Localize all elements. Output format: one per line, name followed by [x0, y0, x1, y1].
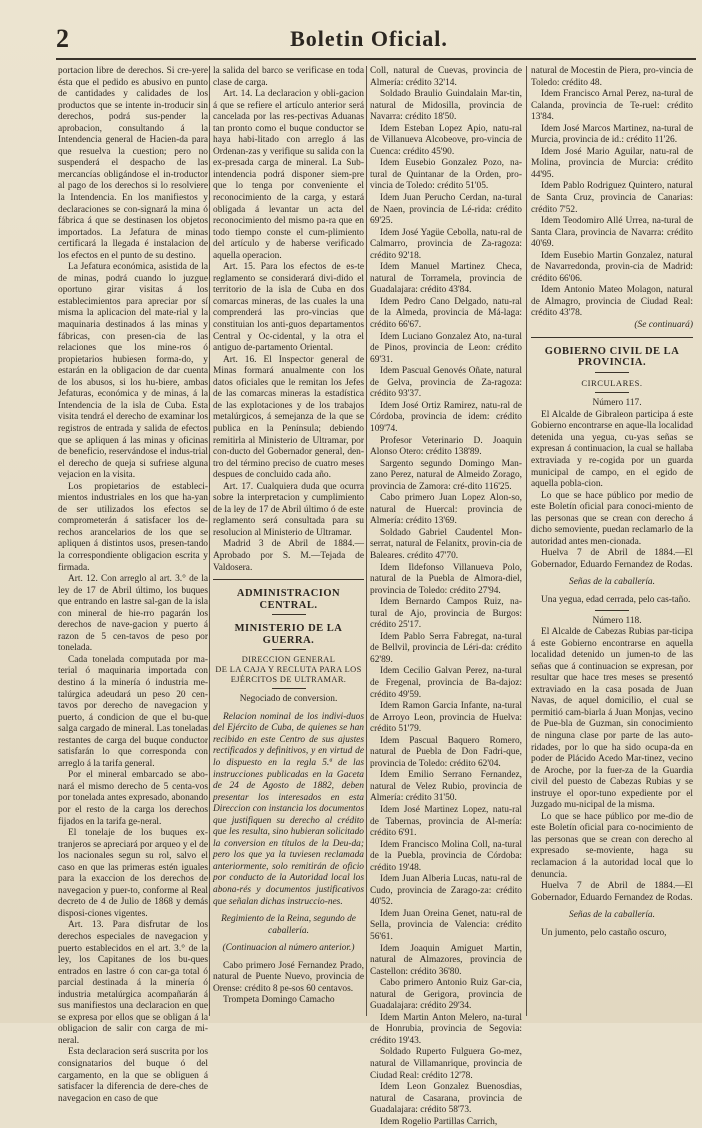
list-item: Cabo primero Juan Lopez Alon-so, natural de Huercal: provincia de Almería: crédito 13'69. [370, 493, 522, 527]
column-divider [366, 66, 367, 1016]
divider [595, 392, 629, 393]
list-item: Idem Juan Perucho Cerdan, na-tural de Naen, provincia de Lé-rida: crédito 69'25. [370, 193, 522, 227]
page-number: 2 [56, 24, 70, 53]
direccion-heading: DIRECCION GENERAL [241, 655, 336, 665]
list-item: Idem Leon Gonzalez Buenosdias, natural de Casarana, provincia de Guadalajara: crédito 58'73. [370, 1082, 522, 1116]
list-item: Idem Emilio Serrano Fernandez, natural de Velez Rubio, provincia de Almería: crédito 31'50. [370, 770, 522, 804]
column-divider [526, 66, 527, 1016]
list-item: Idem Esteban Lopez Apio, natu-ral de Villanueva Alcobeove, pro-vincia de Cuenca: crédito 45'90. [370, 123, 522, 157]
signature: Huelva 7 de Abril de 1884.—El Gobernador, Eduardo Fernandez de Rodas. [531, 881, 693, 903]
section-title-administracion: ADMINISTRACION CENTRAL. [236, 588, 341, 611]
list-item: Idem Juan Oreina Genet, natu-ral de Sella, provincia de Valencia: crédito 56'61. [370, 908, 522, 943]
divider [595, 372, 629, 373]
section-rule [531, 337, 693, 338]
publication-title: Boletin Oficial. [290, 26, 448, 51]
list-item: Idem Eusebio Martin Gonzalez, natural de Navarredonda, provin-cia de Madrid: crédito 66'06. [531, 250, 693, 284]
divider [272, 688, 306, 689]
paragraph: Art. 13. Para disfrutar de los derechos especiales de navegacion y puerto establecidos en el art. 3.° de la ley, los Capitanes de los bu-ques entrados en lastre ó con car-ga total ó parcial destinada á la minería ó industria metalúrgica acompañarán á sus manifiestos una declaracion en que se expresa por ellos que se obligan á la obligacion de salir con carga de mi-neral. [58, 920, 208, 1046]
senas-heading: Señas de la caballería. [569, 577, 655, 588]
paragraph: Una yegua, edad cerrada, pelo cas-taño. [541, 594, 691, 605]
list-item: Idem Antonio Mateo Molagon, natural de Almagro, provincia de Ciudad Real: crédito 43'78. [531, 285, 693, 319]
section-title-gobierno: GOBIERNO CIVIL DE LA PROVINCIA. [544, 345, 680, 369]
list-item: Profesor Veterinario D. Joaquin Alonso Otero: crédito 138'89. [370, 435, 522, 458]
header-rule [56, 58, 696, 60]
list-item: Idem José Marcos Martinez, na-tural de Murcia, provincia de id.: crédito 11'26. [531, 123, 693, 146]
column-2 [213, 66, 364, 1016]
list-item: Idem Eusebio Gonzalez Pozo, na-tural de Quintanar de la Orden, pro-vincia de Toledo: crédito 51'05. [370, 158, 522, 192]
list-item: Idem Juan Alberia Lucas, natu-ral de Cudo, provincia de Zarago-za: crédito 40'52. [370, 874, 522, 908]
list-item: Cabo primero José Fernandez Prado, natural de Puente Nuevo, provincia de Orense: crédito 8 pe-sos 60 centavos. [213, 960, 364, 994]
numero-117: Número 117. [592, 398, 642, 409]
divider [272, 649, 306, 650]
paragraph: Art. 14. La declaracion y obli-gacion á que se refiere el artículo anterior será cancelada por las res-pectivas Aduanas tan pronto como el buque conductor se haya habi-litado con arreglo á las Ordenan-zas y verifique su salida con la ex-presada carga de mineral. La Sub-intendencia podrá disponer siem-pre que lo tenga por conveniente el reconocimiento de la carga, y estará obligada á levantar un acta del reconocimiento del mismo pa-ra que en todo tiempo conste el cum-plimiento del artículo y de haberse verificado aquella operacion. [213, 89, 364, 261]
list-item: Idem Pascual Genovés Oñate, natural de Gelva, provincia de Za-ragoza: crédito 93'37. [370, 366, 522, 400]
list-item: Idem Bernardo Campos Ruiz, na-tural de Ajo, provincia de Burgos: crédito 25'17. [370, 597, 522, 631]
list-item: Idem José Ortiz Ramirez, natu-ral de Córdoba, provincia de idem: crédito 109'74. [370, 400, 522, 434]
list-item: Idem Manuel Martinez Checa, natural de Torramela, provincia de Guadalajara: crédito 43'84. [370, 262, 522, 296]
direccion-heading-line2: DE LA CAJA Y RECLUTA PARA LOS [215, 665, 362, 675]
direccion-heading-line3: EJÉRCITOS DE ULTRAMAR. [230, 675, 347, 685]
negociado: Negociado de conversion. [239, 694, 338, 705]
list-item: Idem Ildefonso Villanueva Polo, natural de la Puebla de Almora-diel, provincia de Toledo: crédito 27'94. [370, 562, 522, 596]
list-item: Idem Pablo Rodriguez Quintero, natural de Santa Cruz, provincia de Canarias: crédito 7'52. [531, 181, 693, 215]
list-item: Idem Luciano Gonzalez Ato, na-tural de Pinos, provincia de Leon: crédito 69'31. [370, 331, 522, 365]
column-4 [531, 66, 693, 1016]
paragraph: Art. 17. Cualquiera duda que ocurra sobre la interpretacion y cumplimiento de la ley de 17 de Abril último ó de este reglamento será consultada para su resolucion al Ministerio de Ultramar. [213, 481, 364, 538]
list-item: Trompeta Domingo Camacho [223, 995, 335, 1006]
list-item: Idem Pedro Cano Delgado, natu-ral de la Almeda, provincia de Má-laga: crédito 66'67. [370, 296, 522, 331]
section-title-ministerio: MINISTERIO DE LA GUERRA. [234, 623, 343, 646]
continuacion-note: (Continuacion al número anterior.) [222, 943, 355, 954]
list-item: Soldado Gabriel Caudentel Mon-serrat, natural de Felanitx, provin-cia de Baleares. crédito 47'70. [370, 527, 522, 561]
list-item: Idem Cecilio Galvan Perez, na-tural de Fregenal, provincia de Ba-dajoz: crédito 49'59. [370, 666, 522, 700]
paragraph: Lo que se hace público por medio de este Boletín oficial para conoci-miento de las personas que se crean con derecho á dicho semoviente, puedan reclamarlo de la autoridad antes men-cionada. [531, 490, 693, 547]
list-item: natural de Mocestin de Piera, pro-vincia de Toledo: crédito 48. [531, 66, 693, 88]
signature: Huelva 7 de Abril de 1884.—El Gobernador, Eduardo Fernandez de Rodas. [531, 548, 693, 570]
list-item: Idem Teodomiro Allé Urrea, na-tural de Santa Clara, provincia de Navarra: crédito 40'69. [531, 216, 693, 250]
divider [595, 610, 629, 611]
list-item: Coll, natural de Cuevas, provincia de Almería: crédito 32'14. [370, 66, 522, 88]
list-item: Idem Pablo Serra Fabregat, na-tural de Bellvil, provincia de Léri-da: crédito 62'89. [370, 631, 522, 665]
paragraph: El tonelaje de los buques ex-tranjeros se apreciará por arqueo y el de los nacionales segun su rol, salvo el caso en que las primeras estén iguales para la exaccion de los derechos de navegacion y puer-to, conforme al Real decreto de 4 de Julio de 1868 y demás disposi-ciones vigentes. [58, 828, 208, 919]
list-item: Cabo primero Antonio Ruiz Gar-cia, natural de Gerigora, provincia de Guadalajara: crédito 29'34. [370, 978, 522, 1012]
list-item: Idem José Yagüe Cebolla, natu-ral de Calmarro, provincia de Za-ragoza: crédito 92'18. [370, 227, 522, 261]
paragraph: Art. 12. Con arreglo al art. 3.° de la ley de 17 de Abril último, los buques que entrando en lastre sal-gan de la isla con mineral de hie-rro pagarán los derechos de nave-gacion y puerto á razon de 5 cen-tavos de peso por tonelada. [58, 574, 208, 654]
paragraph: la salida del barco se verificase en toda clase de carga. [213, 66, 364, 88]
paragraph: Por el mineral embarcado se abo-nará el mismo derecho de 5 centa-vos por tonelada antes expresado, abonando por el resto de la carga los derechos fijados en la tarifa ge-neral. [58, 770, 208, 827]
list-item: Idem José Mario Aguilar, natu-ral de Molina, provincia de Murcia: crédito 44'95. [531, 146, 693, 180]
continuara-note: (Se continuará) [634, 320, 693, 331]
regimiento-heading: Regimiento de la Reina, segundo de caballería. [221, 914, 356, 936]
paragraph: El Alcalde de Cabezas Rubias par-ticipa á este Gobierno encontrarse en aquella localidad detenido un jumen-to de las señas que á continuacion se expresan, por resultar que hace tres meses se presentó extraviado en la casa posada de Juan Navas, de aquel domicilio, el cual se permitió cam-biarla á Juan Monjas, vecino de Pue-bla de Guzman, sin conocimiento de ninguna clase por parte de las auto-ridades, por lo que ha sido ocupa-da en poder de Plácido Acedo Mar-tinez, vecino de Aroche, por la fuer-za de la Guardia civil del puesto de Cabezas Rubias y se instruye el opor-tuno expediente por el Juzgado mu-nicipal de la misma. [531, 627, 693, 811]
list-item: Idem Francisco Molina Coll, na-tural de la Puebla, provincia de Córdoba: crédito 19'48. [370, 839, 522, 873]
paragraph: Los propietarios de estableci-mientos industriales en los que ha-yan de ser utilizados los efectos se comprometerán á satisfacer los de-rechos arancelarios de los que se apliquen á distintos usos, presen-tando la correspondiente obligacion escrita y firmada. [58, 481, 208, 573]
circulares-heading: CIRCULARES. [581, 377, 643, 388]
list-item: Idem Martin Anton Melero, na-tural de Honrubia, provincia de Segovia: crédito 19'43. [370, 1012, 522, 1046]
list-item: Idem José Martinez Lopez, natu-ral de Tabernas, provincia de Al-mería: crédito 6'91. [370, 805, 522, 839]
senas-heading: Señas de la caballería. [569, 910, 655, 921]
paragraph: Esta declaracion será suscrita por los consignatarios del buque ó del cargamento, en la que se obliguen á satisfacer la diferencia de dere-ches de navegacion en caso de que [58, 1047, 208, 1104]
paragraph: portacion libre de derechos. Si cre-yere ésta que el pedido es abusivo en punto de cantidades y calidades de los productos que se intente in-troducir sin derechos, podrá sus-pender la aprobacion, consultando á la Intendencia general de Hacien-da para que resuelva la cuestion; pero no suspenderá el despacho de las mercancías obligándose el in-troductor al pago de los derechos si lo resolviere la Intendencia. En los manifiestos y declaraciones se con-signará la mina ó fábrica á que se destinasen los objetos importados. La Jefatura de minas certificará la llegada é instalacion de los efectos en el punto de su destino. [58, 66, 208, 261]
list-item: Idem Joaquin Amiguet Martin, natural de Almazores, provincia de Castellon: crédito 36'80. [370, 943, 522, 977]
column-divider [209, 66, 210, 1016]
section-rule [213, 579, 364, 580]
paragraph: El Alcalde de Gibraleon participa á este Gobierno encontrarse en aque-lla localidad detenida una yegua, cu-yas señas se expresan á continuacion, la cual se hallaba extraviada y re-cogida por un guarda municipal de campo, en el egido de aquella pobla-cion. [531, 409, 693, 490]
list-item: Idem Ramon Garcia Infante, na-tural de Arroyo Leon, provincia de Huelva: crédito 51'79. [370, 701, 522, 735]
page-header [44, 22, 694, 62]
column-1 [58, 66, 208, 1104]
paragraph: Art. 16. El Inspector general de Minas formará anualmente con los datos oficiales que le remitan los Jefes de las comarcas mineras la estadística de las explotaciones y de los trabajos metalúrgicos, á semejanza de la que se publica en la Península; debiendo remitirla al Ministerio de Ultramar, por con-ducto del Gobernador general, den-tro del término preciso de cuatro meses despues de concluido cada año. [213, 354, 364, 481]
column-3 [370, 66, 522, 1127]
paragraph: La Jefatura económica, asistida de la de minas, podrá cuando lo juzgue oportuno girar visitas á los establecimientos para apreciar por sí misma la aplicacion del mate-rial y la maquinaria destinados á las minas y fábricas, con presen-cia de las relaciones que los mine-ros ó propietarios hubiesen forma-do, y estarán en la obligacion de dar cuenta de los abusos, si los hu-biere, ambas Jefaturas, económica y de minas, á la Intendencia de la isla de Cuba. Esta visita tendrá el derecho de examinar los registros de entrada y salida de efectos que se apliquen á las minas y oficinas de beneficio, reservándose el indus-trial el derecho de queja si sufriese alguna vejacion en la visita. [58, 262, 208, 481]
numero-118: Número 118. [592, 615, 642, 626]
relacion-text: Relacion nominal de los indivi-duos del Ejército de Cuba, de quienes se han recibido en este Centro de sus ajustes rectificados y definitivos, y en virtud de lo dispuesto en la regla 5.ª de las instrucciones publicadas en la Gaceta de 24 de Agosto de 1882, deben presentar los interesados en esta Direccion con instancia los documentos que justifiquen su derecho al crédito que les resulta, sino hubieran solicitado la conversion en títulos de la Deu-da; pero los que ya la tuviesen reclamada anteriormente, solo remitirán de oficio por conducto de la Autoridad local los abona-rés y documentos justificativos que señalan dichas instruccio-nes. [213, 711, 364, 907]
paragraph: Un jumento, pelo castaño oscuro, [541, 927, 667, 938]
list-item: Soldado Ruperto Fulguera Go-mez, natural de Villamanrique, provincia de Ciudad Real: crédito 12'78. [370, 1047, 522, 1081]
list-item: Soldado Braulio Guindalain Mar-tin, natural de Midosilla, provincia de Navarra: crédito 18'50. [370, 89, 522, 123]
list-item: Idem Pascual Baquero Romero, natural de Puebla de Don Fadri-que, provincia de Toledo: crédito 62'04. [370, 735, 522, 769]
paragraph: Madrid 3 de Abril de 1884.— Aprobado por S. M.—Tejada de Valdosera. [213, 539, 364, 573]
paragraph: Lo que se hace público por me-dio de este Boletín oficial para co-nocimiento de las personas que se crean con derecho al expresado se-moviente, haga su reclamacion á la autoridad local que lo denuncia. [531, 811, 693, 880]
list-item: Idem Rogelio Partillas Carrich, [380, 1116, 498, 1127]
list-item: Idem Francisco Arnal Perez, na-tural de Calanda, provincia de Te-ruel: crédito 13'84. [531, 89, 693, 123]
divider [272, 614, 306, 615]
paragraph: Cada tonelada computada por ma-terial ó maquinaria importada con destino á la minería ó industria me-talúrgica adeudará un peso 20 cen-tavos por derecho de navegacion y puerto, á condicion de que el bu-que salga cargado de mineral. Las toneladas restantes de carga del buque conductor satisfarán lo que corresponda con arreglo á la tarifa general. [58, 654, 208, 769]
paragraph: Art. 15. Para los efectos de es-te reglamento se considerará divi-dido el territorio de la isla de Cuba en dos comarcas mineras, de las cuales la una comprenderá las pro-vincias que constituian los anti-guos departamentos Central y Oc-cidental, y la otra el antiguo de-partamento Oriental. [213, 262, 364, 354]
list-item: Sargento segundo Domingo Man-zano Perez, natural de Almeido Zorago, provincia de Zamora: cré-dito 116'25. [370, 458, 522, 492]
